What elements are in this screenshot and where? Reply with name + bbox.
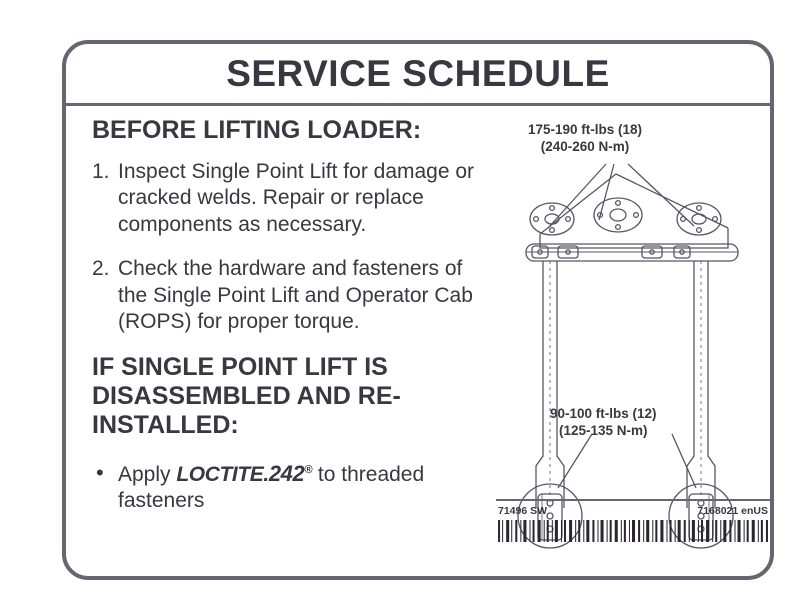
list-item	[92, 256, 492, 335]
footer	[496, 499, 770, 542]
hub-right-bolt-3	[713, 217, 718, 222]
leg-right-inner	[708, 261, 715, 508]
hub-left-bolt-1	[534, 217, 539, 222]
leader-line-bottom-right	[672, 434, 696, 488]
hub-left-bolt-4	[550, 228, 555, 233]
hub-right-bolt-4	[697, 228, 702, 233]
hub-left	[530, 203, 574, 235]
heading-before-lifting: BEFORE LIFTING LOADER:	[92, 116, 422, 144]
loctite-logo	[176, 460, 313, 486]
bullet-list	[92, 460, 492, 515]
registered-mark-icon: ®	[304, 463, 313, 476]
upper-frame-outline	[540, 174, 728, 234]
hub-center-bolt-4	[616, 225, 621, 230]
hub-center-bolt-3	[634, 213, 639, 218]
page-title: SERVICE SCHEDULE	[226, 52, 610, 94]
hub-center	[594, 198, 642, 232]
heading-if-disassembled: IF SINGLE POINT LIFT IS DISASSEMBLED AND RE-INSTALLED:	[92, 353, 401, 439]
step-text: Check the hardware and fasteners of the Single Point Lift and Operator Cab (ROPS) for proper torque.	[118, 257, 473, 334]
step-number: 2.	[92, 257, 110, 281]
hub-center-bolt-2	[616, 201, 621, 206]
torque-callout-top-line2: (240-260 N-m)	[540, 138, 630, 154]
hub-right-bolt-2	[697, 206, 702, 211]
hub-left-bolt-2	[550, 206, 555, 211]
footer-codes	[496, 505, 770, 520]
loctite-number: 242	[268, 460, 305, 486]
service-schedule-plate	[62, 40, 774, 580]
step-text: Inspect Single Point Lift for damage or cracked welds. Repair or replace components as necessary.	[118, 159, 475, 236]
footer-right-code: 7168021 enUS	[697, 505, 768, 517]
torque-callout-top-line1: 175-190 ft-lbs (18)	[528, 122, 643, 137]
torque-callout-bottom-line1: 90-100 ft-lbs (12)	[550, 406, 657, 421]
hub-right-bolt-1	[681, 217, 686, 222]
leg-left-inner	[557, 261, 564, 508]
hub-right	[677, 203, 721, 235]
bullet-dot: •	[96, 459, 104, 485]
hub-right-bore	[692, 214, 706, 224]
torque-callout-bottom-line2: (125-135 N-m)	[559, 422, 648, 438]
step-number: 1.	[92, 159, 110, 183]
leader-line-top-left	[548, 164, 606, 228]
loctite-brand: LOCTITE.	[176, 462, 269, 486]
hub-left-bolt-3	[566, 217, 571, 222]
title-bar	[66, 44, 770, 106]
list-item	[92, 159, 492, 238]
barcode	[496, 520, 770, 542]
instructions-column	[92, 116, 492, 515]
bullet-prefix: Apply	[118, 462, 177, 486]
list-item	[92, 460, 492, 515]
hub-center-bore	[610, 209, 626, 221]
upper-frame-lower-edge	[540, 228, 728, 248]
footer-left-code: 71496 SW	[498, 505, 548, 517]
bullet-suffix: to threaded fasteners	[118, 462, 425, 513]
leader-line-bottom-left	[558, 434, 592, 488]
leg-left-outer	[536, 261, 543, 508]
steps-list	[92, 159, 492, 336]
